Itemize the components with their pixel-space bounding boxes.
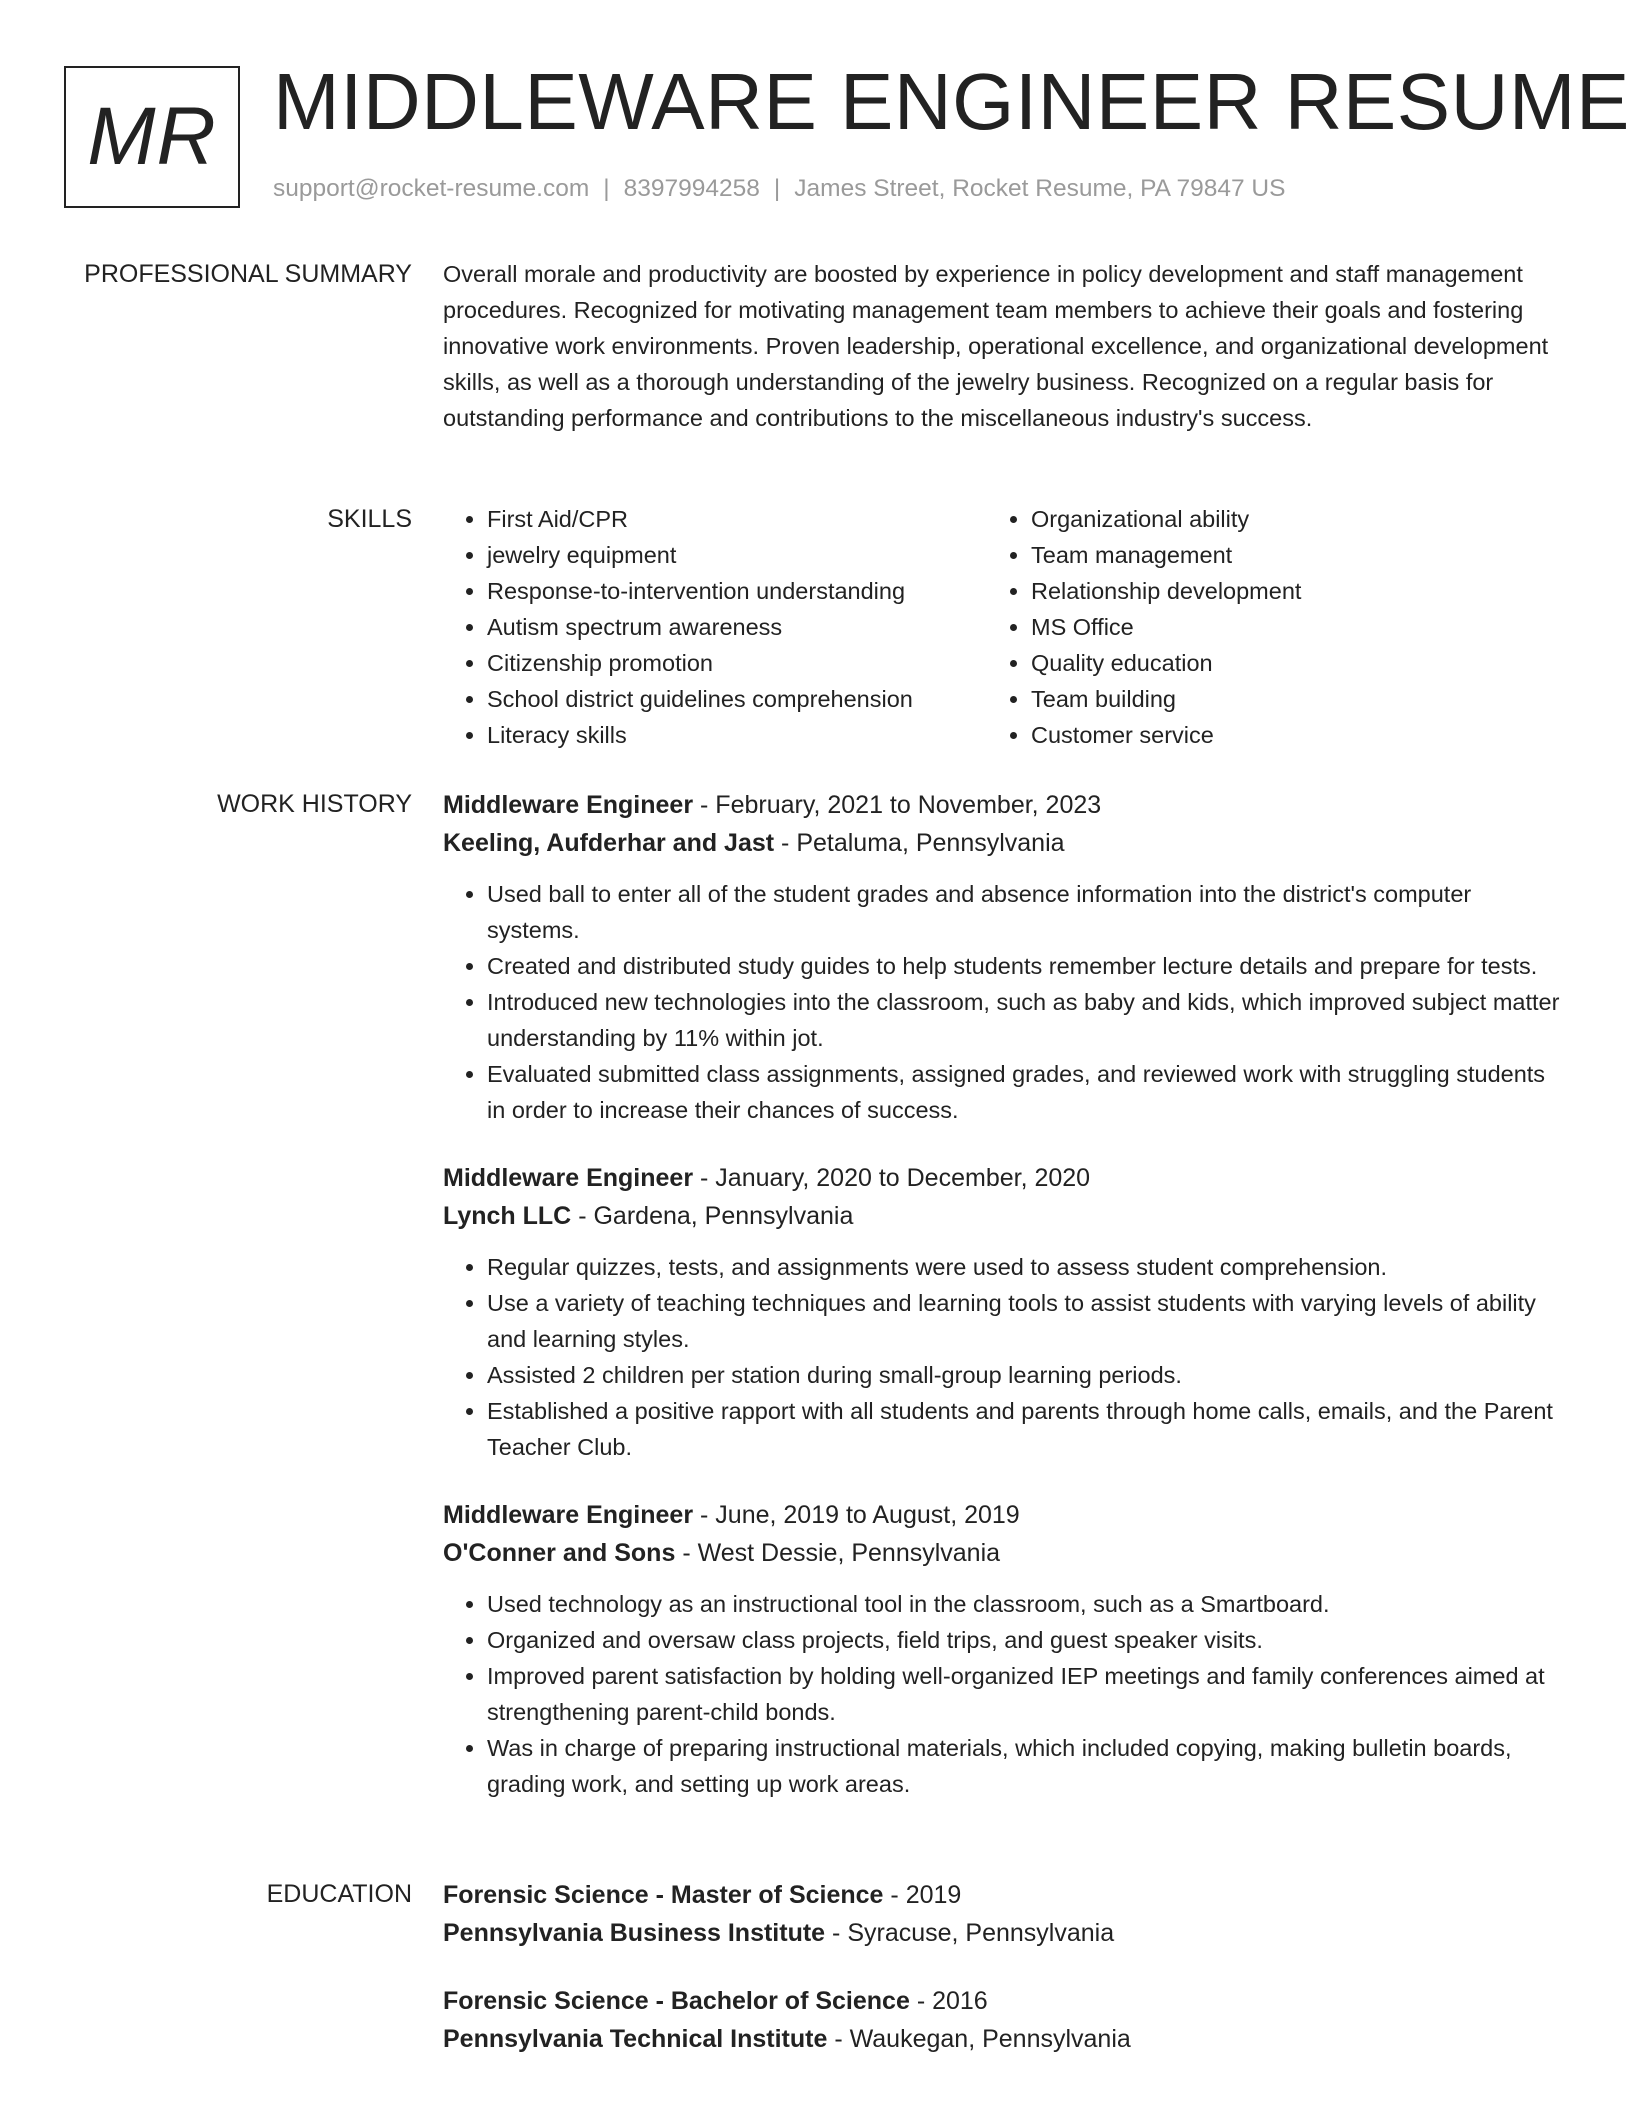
monogram-box — [64, 66, 240, 208]
dash: - — [916, 1987, 926, 2015]
education-degree-line — [443, 1876, 1563, 1914]
job-bullet: • Created and distributed study guides to help students remember lecture details and prepare for tests. — [487, 948, 1563, 984]
education-school: Pennsylvania Business Institute — [443, 1919, 826, 1947]
job-title: Middleware Engineer — [443, 1164, 694, 1192]
education-year: 2016 — [932, 1987, 988, 2015]
skills-body — [443, 501, 1563, 753]
job-bullets — [443, 1249, 1563, 1465]
education-school: Pennsylvania Technical Institute — [443, 2025, 828, 2053]
dash: - — [700, 791, 709, 819]
job-location: Petaluma, Pennsylvania — [796, 829, 1065, 857]
job-company-line — [443, 1534, 1563, 1572]
education-degree: Forensic Science - Master of Science — [443, 1881, 884, 1909]
contact-separator: | — [773, 175, 781, 202]
education-location: Syracuse, Pennsylvania — [847, 1919, 1115, 1947]
job-bullet: • Introduced new technologies into the classroom, such as baby and kids, which improved subject matter understanding by 11% within jot. — [487, 984, 1563, 1056]
job-title-line — [443, 786, 1563, 824]
skill-item: • Team management — [1031, 537, 1551, 573]
job-bullet: • Was in charge of preparing instructional materials, which included copying, making bulletin boards, grading work, and setting up work areas. — [487, 1730, 1563, 1802]
skill-item: • Autism spectrum awareness — [487, 609, 987, 645]
job-title: Middleware Engineer — [443, 1501, 694, 1529]
education-degree: Forensic Science - Bachelor of Science — [443, 1987, 910, 2015]
contact-line — [273, 175, 1285, 203]
skill-item: • Organizational ability — [1031, 501, 1551, 537]
job-bullet: • Used ball to enter all of the student grades and absence information into the district's computer systems. — [487, 876, 1563, 948]
dash: - — [700, 1501, 709, 1529]
skill-item: • Citizenship promotion — [487, 645, 987, 681]
dash: - — [700, 1164, 709, 1192]
skill-item: • First Aid/CPR — [487, 501, 987, 537]
skill-item: • Customer service — [1031, 717, 1551, 753]
job-dates: February, 2021 to November, 2023 — [715, 791, 1102, 819]
contact-separator: | — [603, 175, 610, 202]
education-year: 2019 — [905, 1881, 962, 1909]
job-bullets — [443, 876, 1563, 1128]
education-location: Waukegan, Pennsylvania — [849, 2025, 1131, 2053]
skill-item: • MS Office — [1031, 609, 1551, 645]
education-degree-line — [443, 1982, 1563, 2020]
job-company: O'Conner and Sons — [443, 1539, 676, 1567]
job-title-line — [443, 1159, 1563, 1197]
job-company-line — [443, 1197, 1563, 1235]
job-entry — [443, 786, 1563, 1128]
education-school-line — [443, 2020, 1563, 2058]
skill-item: • Response-to-intervention understanding — [487, 573, 987, 609]
skill-item: • Quality education — [1031, 645, 1551, 681]
contact-address: James Street, Rocket Resume, PA 79847 US — [794, 175, 1286, 202]
job-bullet: • Established a positive rapport with all students and parents through home calls, emails, and the Parent Teacher Club. — [487, 1393, 1563, 1465]
job-location: Gardena, Pennsylvania — [593, 1202, 854, 1230]
dash: - — [832, 1919, 841, 1947]
skills-heading: SKILLS — [327, 505, 412, 533]
dash: - — [834, 2025, 843, 2053]
education-heading: EDUCATION — [266, 1880, 412, 1908]
work-history-body — [443, 786, 1563, 1833]
dash: - — [682, 1539, 691, 1567]
job-bullet: • Used technology as an instructional tool in the classroom, such as a Smartboard. — [487, 1586, 1563, 1622]
dash: - — [578, 1202, 587, 1230]
job-dates: June, 2019 to August, 2019 — [715, 1501, 1020, 1529]
summary-text: Overall morale and productivity are boosted by experience in policy development and staff management procedures. Recognized for motivating management team members to achieve their goals and fostering innovative work environments. Proven leadership, operational excellence, and organizational development skills, as well as a thorough understanding of the jewelry business. Recognized on a regular basis for outstanding performance and contributions to the miscellaneous industry's success. — [443, 261, 1549, 431]
skill-item: • School district guidelines comprehension — [487, 681, 987, 717]
dash: - — [890, 1881, 899, 1909]
job-bullets — [443, 1586, 1563, 1802]
resume-title: MIDDLEWARE ENGINEER RESUME — [273, 57, 1630, 146]
job-company: Keeling, Aufderhar and Jast — [443, 829, 775, 857]
job-bullet: • Evaluated submitted class assignments, assigned grades, and reviewed work with struggling students in order to increase their chances of success. — [487, 1056, 1563, 1128]
job-company: Lynch LLC — [443, 1202, 572, 1230]
job-bullet: • Improved parent satisfaction by holding well-organized IEP meetings and family conferences aimed at strengthening parent-child bonds. — [487, 1658, 1563, 1730]
summary-heading: PROFESSIONAL SUMMARY — [84, 260, 412, 288]
monogram-initials: MR — [87, 91, 217, 182]
skill-item: • Team building — [1031, 681, 1551, 717]
job-dates: January, 2020 to December, 2020 — [715, 1164, 1091, 1192]
skills-list-left — [443, 501, 987, 753]
education-entry — [443, 1982, 1563, 2058]
job-title-line — [443, 1496, 1563, 1534]
job-bullet: • Organized and oversaw class projects, field trips, and guest speaker visits. — [487, 1622, 1563, 1658]
job-bullet: • Assisted 2 children per station during small-group learning periods. — [487, 1357, 1563, 1393]
work-history-heading: WORK HISTORY — [217, 790, 412, 818]
skill-item: • jewelry equipment — [487, 537, 987, 573]
dash: - — [781, 829, 790, 857]
job-entry — [443, 1496, 1563, 1802]
job-title: Middleware Engineer — [443, 791, 694, 819]
job-entry — [443, 1159, 1563, 1465]
education-entry — [443, 1876, 1563, 1952]
skill-item: • Relationship development — [1031, 573, 1551, 609]
education-body — [443, 1876, 1563, 2088]
contact-email[interactable]: support@rocket-resume.com — [273, 175, 590, 202]
job-bullet: • Regular quizzes, tests, and assignments were used to assess student comprehension. — [487, 1249, 1563, 1285]
education-school-line — [443, 1914, 1563, 1952]
job-bullet: • Use a variety of teaching techniques and learning tools to assist students with varying levels of ability and learning styles. — [487, 1285, 1563, 1357]
job-company-line — [443, 824, 1563, 862]
skills-list-right — [987, 501, 1551, 753]
job-location: West Dessie, Pennsylvania — [697, 1539, 1001, 1567]
summary-body — [443, 256, 1563, 436]
skill-item: • Literacy skills — [487, 717, 987, 753]
contact-phone[interactable]: 8397994258 — [623, 175, 760, 202]
